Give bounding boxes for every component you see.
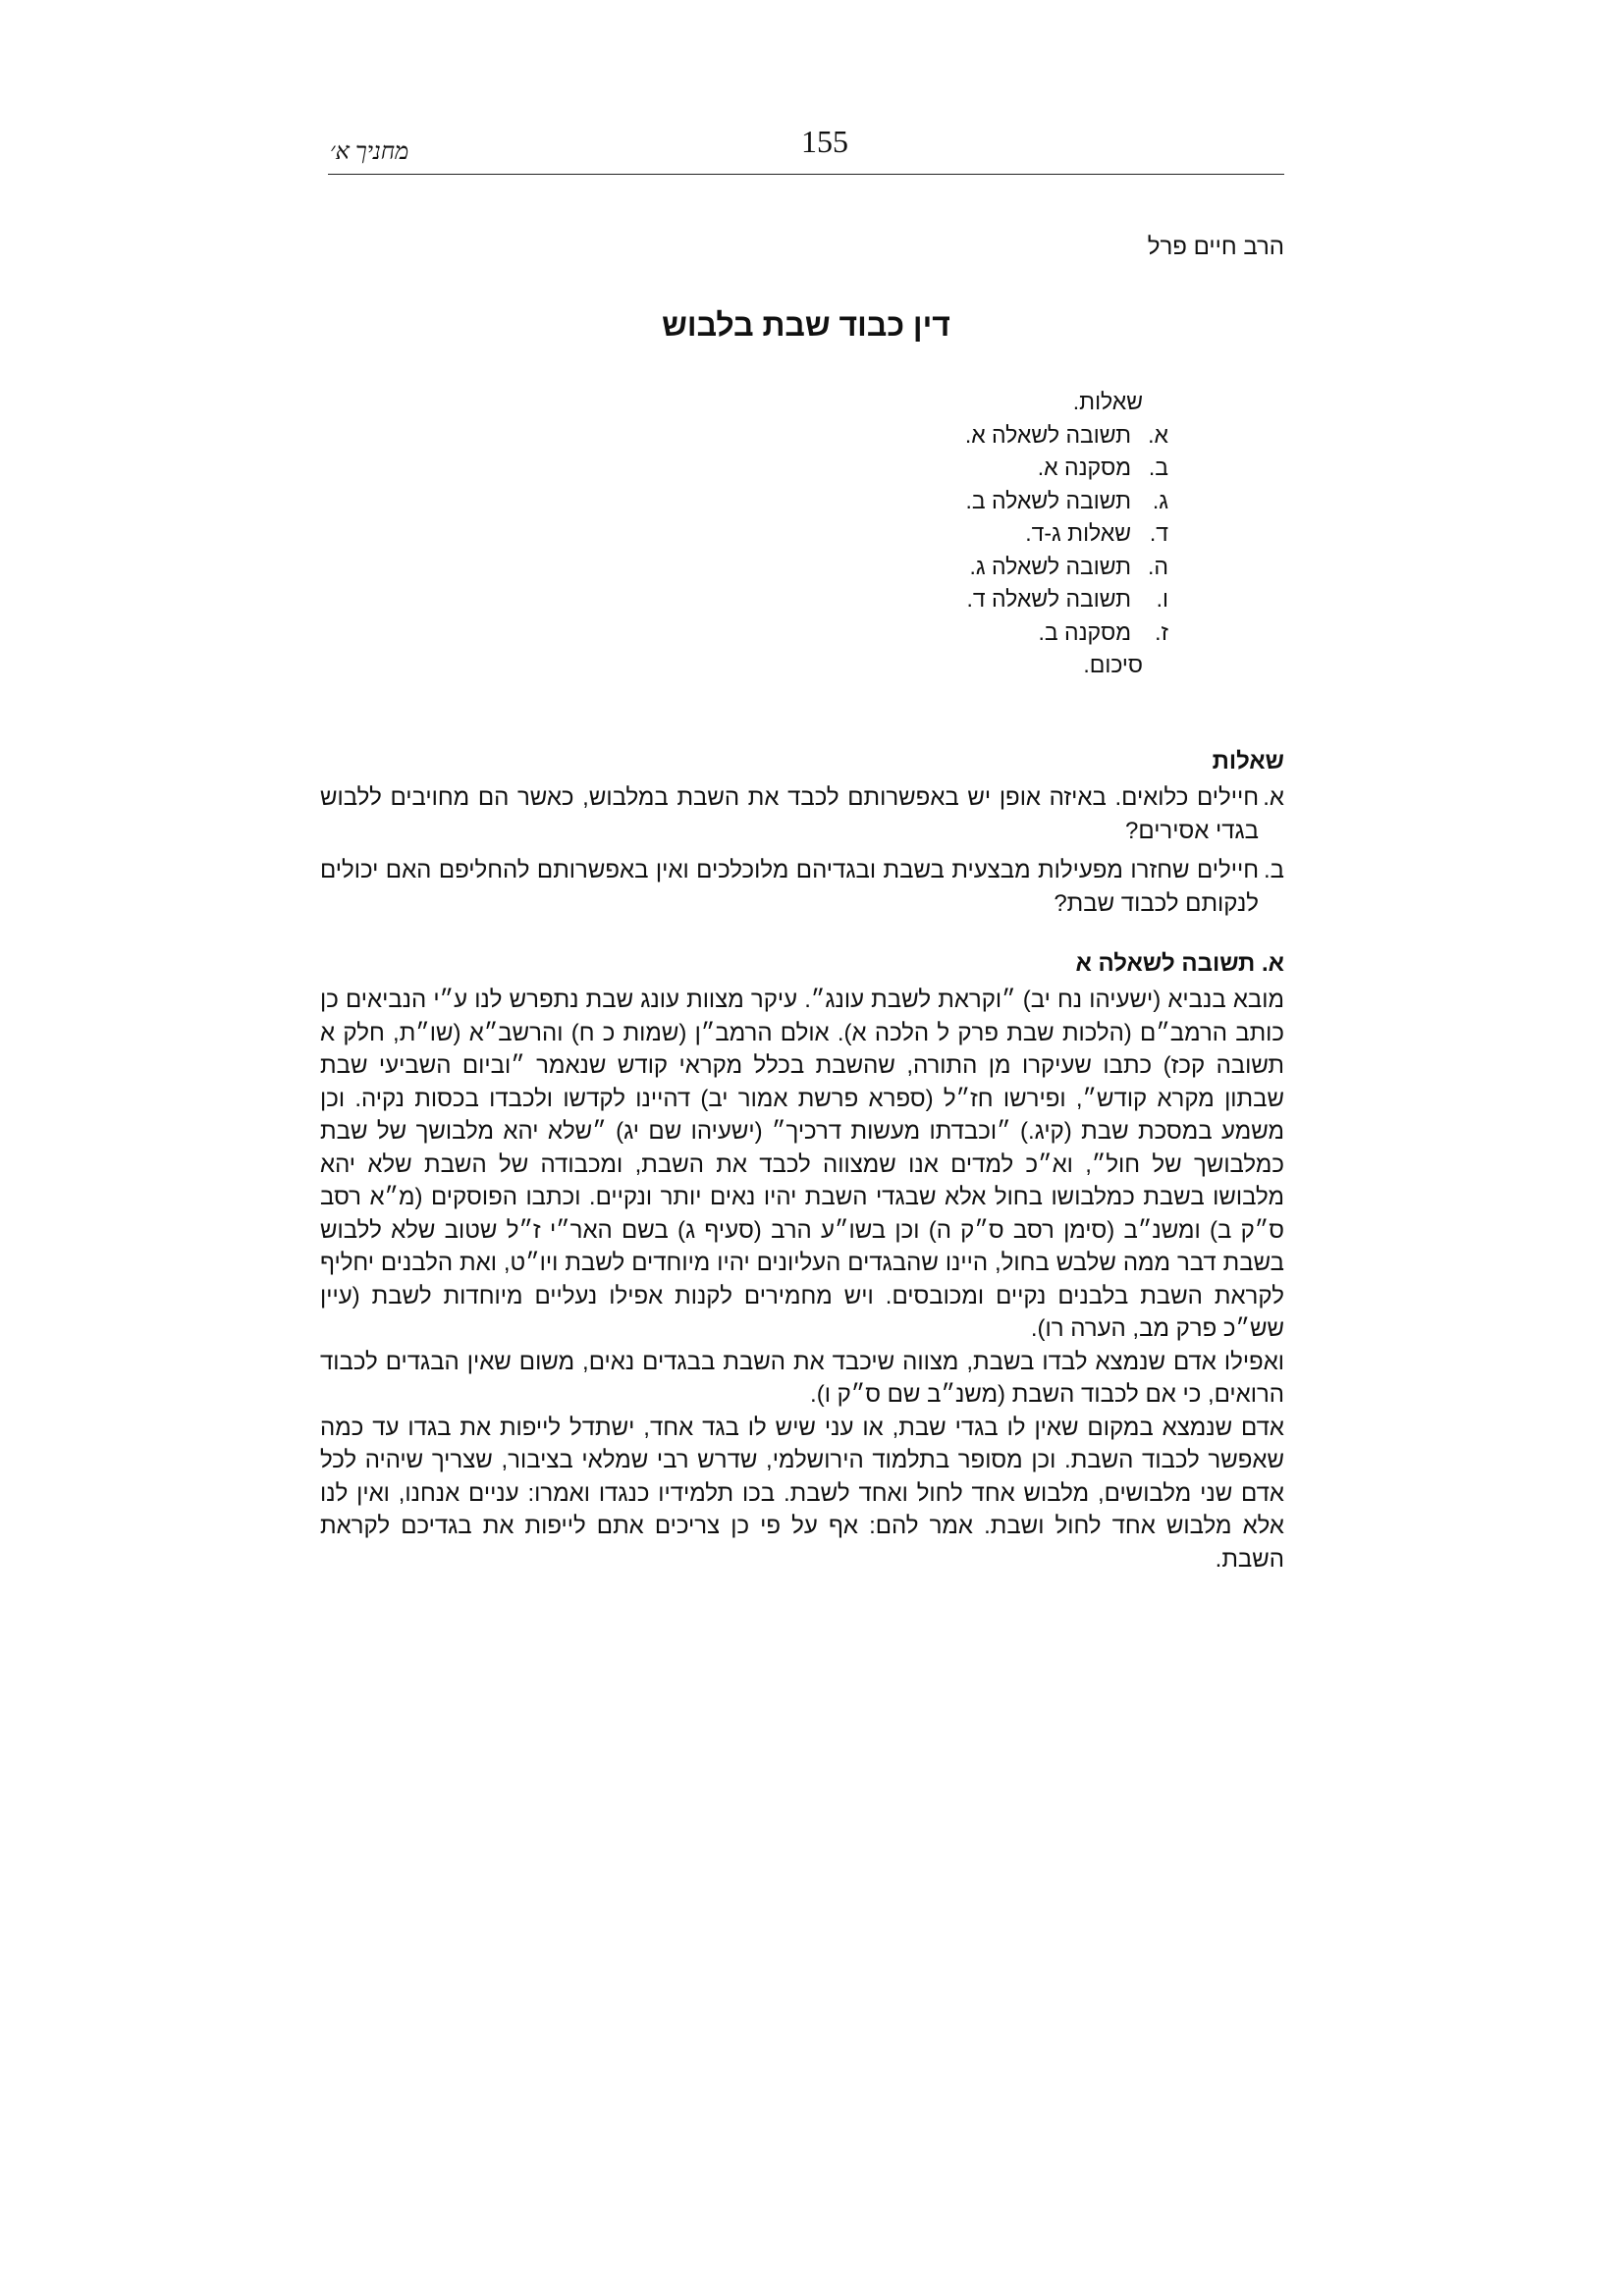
question-letter: א.: [1263, 784, 1284, 811]
body-paragraph: ואפילו אדם שנמצא לבדו בשבת, מצווה שיכבד את השבת בבגדים נאים, משום שאין הבגדים לכבוד הרואים, כי אם לכבוד השבת (משנ״ב שם ס״ק ו).: [320, 1348, 1284, 1408]
toc-item: [829, 419, 1168, 453]
toc-summary: סיכום.: [1083, 652, 1143, 677]
toc-item-letter: ה.: [1148, 553, 1168, 579]
running-header-book-title: מחניך א׳: [330, 139, 409, 165]
toc-item-letter: א.: [1148, 421, 1168, 448]
question-text: חיילים שחזרו מפעילות מבצעית בשבת ובגדיהם מלוכלכים ואין באפשרותם להחליפם האם יכולים לנקותם לכבוד שבת?: [320, 857, 1259, 917]
questions-list: [320, 781, 1284, 927]
header-divider: [328, 174, 1284, 175]
page-number: 155: [801, 124, 848, 159]
body-paragraph: מובא בנביא (ישעיהו נח יב) ״וקראת לשבת עונג״. עיקר מצוות עונג שבת נתפרש לנו ע״י הנביאים כן כותב הרמב״ם (הלכות שבת פרק ל הלכה א). אולם הרמב״ן (שמות כ ח) והרשב״א (שו״ת, חלק א תשובה קכז) כתבו שעיקרו מן התורה, שהשבת בכלל מקראי קודש שנאמר ״וביום השביעי שבת שבתון מקרא קודש״, ופירשו חז״ל (ספרא פרשת אמור יב) דהיינו לקדשו ולכבדו בכסות נקיה. וכן משמע במסכת שבת (קיג.) ״וכבדתו מעשות דרכיך״ (ישעיהו שם יג) ״שלא יהא מלבושך של שבת כמלבושך של חול״, וא״כ למדים אנו שמצווה לכבד את השבת, ומכבודה של השבת שלא יהא מלבושו בשבת כמלבושו בחול אלא שבגדי השבת יהיו נאים יותר ונקיים. וכתבו הפוסקים (מ״א רסב ס״ק ב) ומשנ״ב (סימן רסב ס״ק ה) וכן בשו״ע הרב (סעיף ג) בשם האר״י ז״ל שטוב שלא ללבוש בשבת דבר ממה שלבש בחול, היינו שהבגדים העליונים יהיו מיוחדים לשבת ויו״ט, ואת הלבנים יחליף לקראת השבת בלבנים נקיים ומכובסים. ויש מחמירים לקנות אפילו נעליים מיוחדות לשבת (עיין שש״כ פרק מב, הערה רו).: [320, 987, 1284, 1342]
toc-item: [829, 485, 1168, 518]
toc-item-letter: ד.: [1149, 520, 1168, 546]
toc-item-label: תשובה לשאלה ג.: [969, 553, 1131, 579]
table-of-contents: [829, 386, 1168, 682]
toc-item: [829, 452, 1168, 485]
question-item: [320, 854, 1284, 921]
toc-item-label: מסקנה א.: [1037, 454, 1131, 480]
toc-item-letter: ז.: [1155, 618, 1168, 645]
toc-item: [829, 517, 1168, 551]
toc-item-label: תשובה לשאלה א.: [964, 421, 1131, 448]
toc-item-label: מסקנה ב.: [1038, 618, 1131, 645]
questions-heading: שאלות: [1212, 748, 1284, 774]
body-paragraph: אדם שנמצא במקום שאין לו בגדי שבת, או עני שיש לו בגד אחד, ישתדל לייפות את בגדו עד כמה שאפשר לכבוד השבת. וכן מסופר בתלמוד הירושלמי, שדרש רבי שמלאי בציבור, שצריך שיהיה לכל אדם שני מלבושים, מלבוש אחד לחול ואחד לשבת. בכו תלמידיו כנגדו ואמרו: עניים אנחנו, ואין לנו אלא מלבוש אחד לחול ושבת. אמר להם: אף על פי כן צריכים אתם לייפות את בגדיכם לקראת השבת.: [320, 1414, 1284, 1573]
question-item: [320, 781, 1284, 848]
toc-item-letter: ו.: [1156, 586, 1168, 612]
toc-item-label: תשובה לשאלה ד.: [966, 586, 1131, 612]
article-title: דין כבוד שבת בלבוש: [662, 307, 950, 343]
toc-heading: שאלות.: [1072, 389, 1143, 414]
toc-item-letter: ג.: [1152, 487, 1168, 513]
question-letter: ב.: [1263, 857, 1284, 883]
toc-item: [829, 551, 1168, 584]
question-text: חיילים כלואים. באיזה אופן יש באפשרותם לכבד את השבת במלבוש, כאשר הם מחויבים ללבוש בגדי אסירים?: [320, 784, 1259, 844]
toc-item-label: שאלות ג-ד.: [1025, 520, 1131, 546]
answer-body: [320, 984, 1284, 1575]
answer-heading: א. תשובה לשאלה א: [1075, 950, 1284, 977]
toc-item-label: תשובה לשאלה ב.: [965, 487, 1131, 513]
toc-item: [829, 583, 1168, 616]
toc-item: [829, 616, 1168, 650]
author-name: הרב חיים פרל: [1147, 234, 1284, 260]
toc-item-letter: ב.: [1148, 454, 1168, 480]
